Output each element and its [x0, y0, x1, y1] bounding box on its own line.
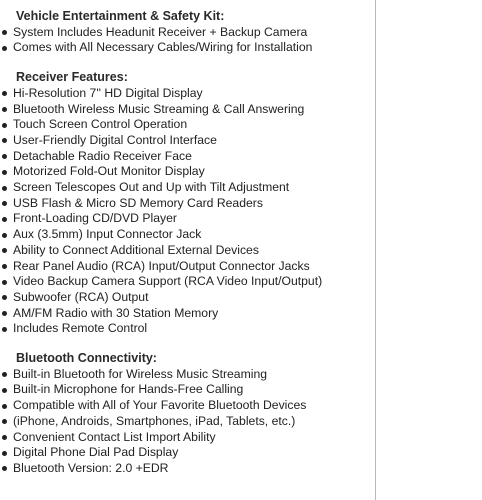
feature-list — [0, 25, 372, 56]
bullet-icon — [2, 186, 7, 191]
bullet-icon — [2, 280, 7, 285]
section-vehicle-kit — [0, 9, 372, 56]
bullet-icon — [2, 388, 7, 393]
list-item — [0, 149, 372, 165]
bullet-icon — [2, 248, 7, 253]
list-item — [0, 414, 372, 430]
bullet-icon — [2, 466, 7, 471]
list-item-text: Touch Screen Control Operation — [13, 117, 188, 132]
list-item — [0, 430, 372, 446]
bullet-icon — [2, 170, 7, 175]
vertical-divider — [375, 0, 376, 500]
list-item-text: System Includes Headunit Receiver + Backup Camera — [13, 24, 308, 39]
list-item-text: Motorized Fold-Out Monitor Display — [13, 164, 205, 179]
list-item — [0, 243, 372, 259]
list-item — [0, 117, 372, 133]
list-item-text: Detachable Radio Receiver Face — [13, 148, 192, 163]
list-item-text: Includes Remote Control — [13, 321, 148, 336]
bullet-icon — [2, 46, 7, 51]
list-item-text: Ability to Connect Additional External Devices — [13, 242, 259, 257]
list-item — [0, 40, 372, 56]
bullet-icon — [2, 372, 7, 377]
list-item — [0, 227, 372, 243]
bullet-icon — [2, 201, 7, 206]
bullet-icon — [2, 404, 7, 409]
feature-list — [0, 367, 372, 477]
list-item — [0, 461, 372, 477]
list-item — [0, 259, 372, 275]
list-item-text: Subwoofer (RCA) Output — [13, 289, 149, 304]
list-item-text: Bluetooth Wireless Music Streaming & Call Answering — [13, 101, 305, 116]
bullet-icon — [2, 295, 7, 300]
bullet-icon — [2, 138, 7, 143]
list-item — [0, 274, 372, 290]
list-item — [0, 290, 372, 306]
section-heading: Receiver Features: — [16, 70, 128, 85]
section-bluetooth-connectivity — [0, 351, 372, 477]
list-item — [0, 398, 372, 414]
list-item-text: Built-in Bluetooth for Wireless Music Streaming — [13, 366, 267, 381]
feature-list — [0, 86, 372, 337]
list-item — [0, 367, 372, 383]
list-item-text: Digital Phone Dial Pad Display — [13, 445, 179, 460]
list-item-text: Compatible with All of Your Favorite Bluetooth Devices — [13, 398, 307, 413]
list-item — [0, 102, 372, 118]
list-item-text: AM/FM Radio with 30 Station Memory — [13, 305, 219, 320]
section-heading: Vehicle Entertainment & Safety Kit: — [16, 9, 225, 23]
list-item-text: Bluetooth Version: 2.0 +EDR — [13, 460, 169, 475]
bullet-icon — [2, 107, 7, 112]
bullet-icon — [2, 154, 7, 159]
bullet-icon — [2, 233, 7, 238]
list-item — [0, 382, 372, 398]
list-item-text: Built-in Microphone for Hands-Free Calling — [13, 382, 244, 397]
bullet-icon — [2, 311, 7, 316]
list-item — [0, 211, 372, 227]
bullet-icon — [2, 30, 7, 35]
list-item — [0, 321, 372, 337]
bullet-icon — [2, 264, 7, 269]
list-item-text: Screen Telescopes Out and Up with Tilt Adjustment — [13, 180, 290, 195]
list-item — [0, 306, 372, 322]
list-item — [0, 196, 372, 212]
bullet-icon — [2, 451, 7, 456]
list-item-text: Rear Panel Audio (RCA) Input/Output Connector Jacks — [13, 258, 310, 273]
bullet-icon — [2, 123, 7, 128]
list-item-text: Convenient Contact List Import Ability — [13, 429, 216, 444]
list-item — [0, 86, 372, 102]
section-heading: Bluetooth Connectivity: — [16, 351, 157, 366]
list-item-text: USB Flash & Micro SD Memory Card Readers — [13, 195, 263, 210]
bullet-icon — [2, 327, 7, 332]
list-item-text: User-Friendly Digital Control Interface — [13, 132, 217, 147]
list-item — [0, 445, 372, 461]
bullet-icon — [2, 435, 7, 440]
bullet-icon — [2, 91, 7, 96]
list-item-text: (iPhone, Androids, Smartphones, iPad, Tablets, etc.) — [13, 413, 296, 428]
list-item — [0, 164, 372, 180]
feature-list-content — [0, 9, 372, 477]
list-item-text: Aux (3.5mm) Input Connector Jack — [13, 227, 202, 242]
list-item-text: Comes with All Necessary Cables/Wiring for Installation — [13, 40, 313, 55]
list-item-text: Front-Loading CD/DVD Player — [13, 211, 177, 226]
bullet-icon — [2, 217, 7, 222]
list-item-text: Video Backup Camera Support (RCA Video Input/Output) — [13, 274, 323, 289]
list-item — [0, 133, 372, 149]
section-receiver-features — [0, 70, 372, 337]
list-item-text: Hi-Resolution 7'' HD Digital Display — [13, 85, 203, 100]
list-item — [0, 25, 372, 41]
bullet-icon — [2, 419, 7, 424]
list-item — [0, 180, 372, 196]
